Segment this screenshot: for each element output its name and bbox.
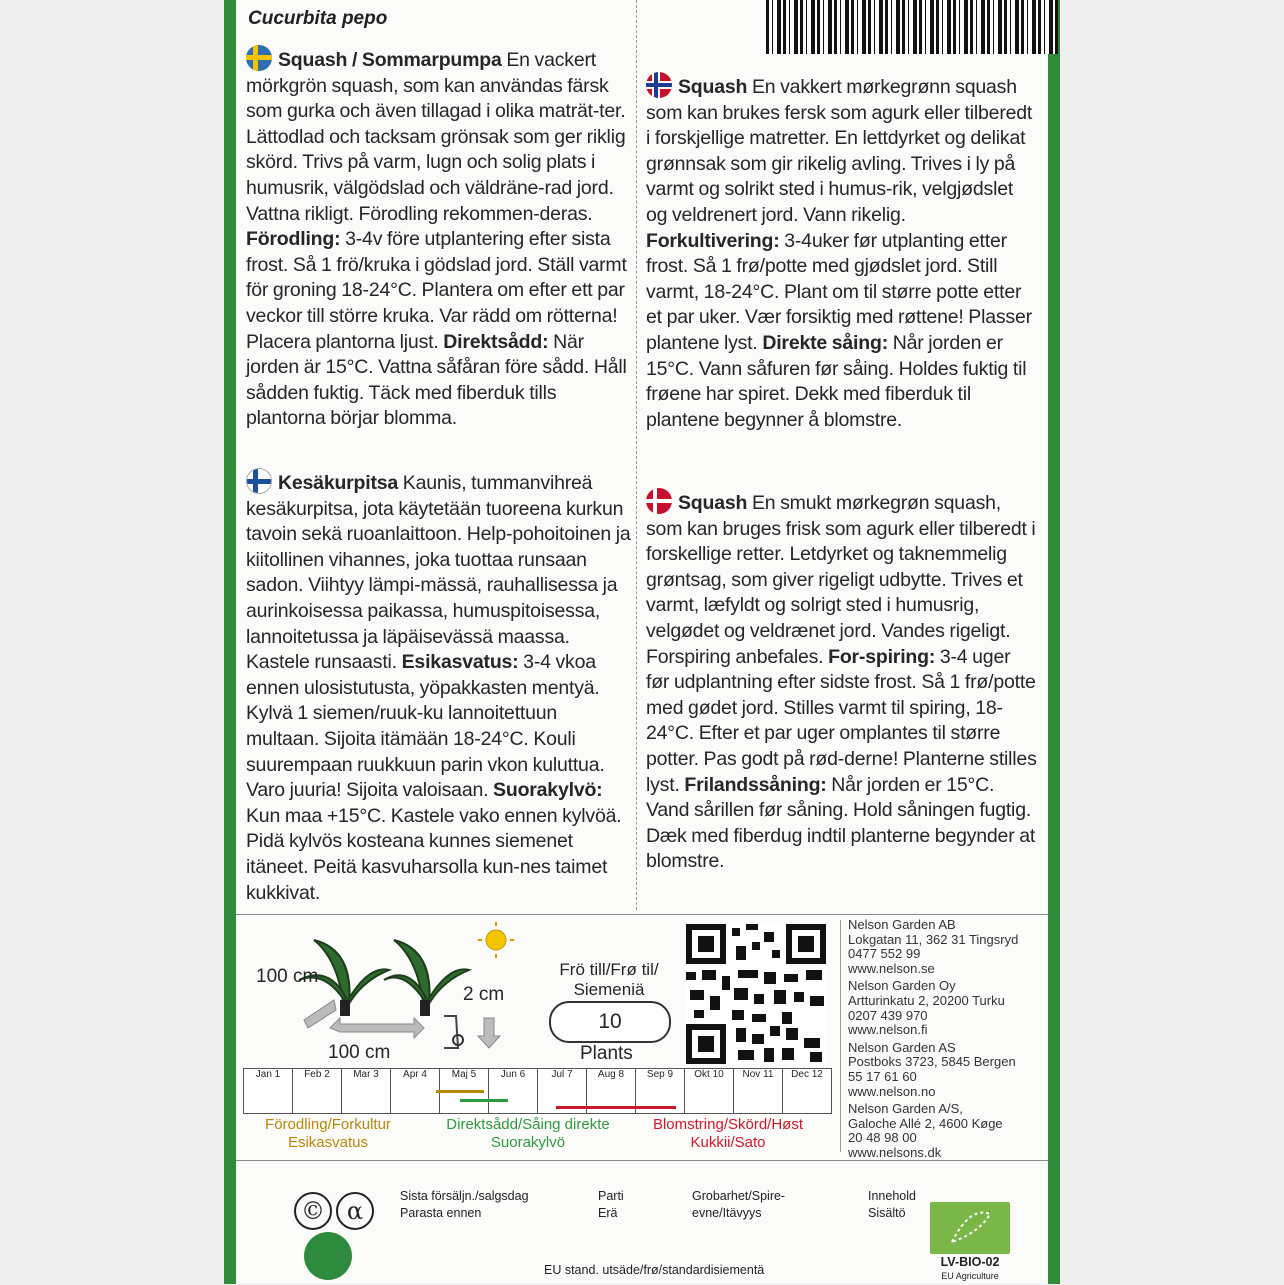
sun-icon	[486, 930, 506, 950]
footer-divider	[236, 1160, 1048, 1161]
organic-subtitle: EU Agriculture	[941, 1271, 999, 1281]
subheading: Direkte såing:	[762, 331, 888, 354]
street-address: Postboks 3723, 5845 Bergen	[848, 1054, 1016, 1070]
norway-flag-icon	[646, 72, 672, 98]
horizontal-divider	[236, 914, 1048, 915]
month-cell: Feb 2	[292, 1068, 341, 1114]
section-title: Kesäkurpitsa	[278, 472, 399, 494]
phone-number: 55 17 61 60	[848, 1068, 917, 1084]
left-green-border	[224, 0, 236, 1284]
phone-number: 0207 439 970	[848, 1007, 928, 1023]
subheading: Suorakylvö:	[493, 779, 603, 802]
month-cell: Dec 12	[782, 1068, 832, 1114]
section-danish	[646, 488, 1038, 875]
month-cell: Nov 11	[733, 1068, 782, 1114]
subheading: Frilandssåning:	[684, 773, 827, 796]
month-cell: Aug 8	[586, 1068, 635, 1114]
month-cell: Jul 7	[537, 1068, 586, 1114]
section-text: Når jorden er 15°C. Vand sårillen før såning. Hold såningen fugtig. Dæk med fiberdug indtil planterne begynder at blomstre.	[646, 773, 1036, 873]
subheading: Förodling:	[246, 228, 341, 251]
finland-flag-icon	[246, 468, 272, 494]
company-name: Nelson Garden AB	[848, 917, 956, 932]
month-cell: Okt 10	[684, 1068, 733, 1114]
section-norwegian	[646, 72, 1034, 433]
plant-icon	[299, 940, 469, 1010]
section-text: En vackert mörkgrön squash, som kan användas färsk som gurka och även tillagad i olika maträt-ter. Lättodlad och tacksam grönsak som ger riklig skörd. Trivs på varm, lugn och solig plats i humusrik, välgödslad och väldräne-rad jord. Vattna rikligt. Förodling rekommen-deras.	[246, 49, 626, 225]
section-text: En smukt mørkegrøn squash, som kan bruges frisk som agurk eller tilberedt i forskellige retter. Letdyrket og taknemmelig grøntsag, som giver rigeligt udbytte. Trives et varmt, læfyldt og solrigt sted i humusrig, velgødet og veldrænet jord. Vandes rigeligt. Forspiring anbefales.	[646, 492, 1036, 668]
month-cell: Maj 5	[439, 1068, 488, 1114]
batch-label: Parti Erä	[598, 1189, 624, 1220]
month-cell: Apr 4	[390, 1068, 439, 1114]
plant-stem-icon	[340, 1000, 350, 1016]
phone-number: 0477 552 99	[848, 946, 921, 962]
section-title: Squash	[678, 492, 748, 514]
contents-label: Innehold Sisältö	[868, 1189, 916, 1220]
website-link[interactable]: www.nelson.no	[848, 1083, 936, 1099]
address-divider	[840, 920, 841, 1152]
seeds-count-value: 10	[549, 1001, 671, 1043]
plant-spacing-label: 100 cm	[328, 1042, 391, 1063]
phone-number: 20 48 98 00	[848, 1130, 917, 1146]
website-link[interactable]: www.nelson.se	[848, 960, 935, 976]
subheading: Forkultivering:	[646, 229, 780, 252]
website-link[interactable]: www.nelson.fi	[848, 1022, 928, 1038]
subheading: For-spiring:	[828, 645, 936, 668]
right-green-border	[1048, 0, 1060, 1284]
row-spacing-label: 100 cm	[256, 966, 319, 987]
section-title: Squash	[678, 76, 748, 98]
eu-organic-leaf-icon	[930, 1202, 1010, 1254]
seeds-unit: Plants	[580, 1043, 633, 1064]
month-cell: Jan 1	[243, 1068, 292, 1114]
section-text: När jorden är 15°C. Vattna såfåran före sådd. Håll sådden fuktig. Täck med fiberduk tills plantorna börjar blomma.	[246, 330, 627, 430]
section-swedish	[246, 45, 634, 432]
section-text: 3-4 vkoa ennen ulosistutusta, yöpakkasten mentyä. Kylvä 1 siemen/ruuk-ku lannoitettuun multaan. Sijoita itämään 18-24°C. Kouli suurempaan ruukkuun parin vkon kuluttua. Varo juuria! Sijoita valoisaan.	[246, 651, 605, 802]
harvest-bar	[556, 1106, 676, 1109]
section-text: Kun maa +15°C. Kastele vako ennen kylvöä. Pidä kylvös kosteana kunnes siemenet itäneet. Peitä kasvuharsolla kun-nes taimet kukkivat.	[246, 804, 622, 904]
alpha-logo-icon: α	[336, 1192, 374, 1230]
subheading: Esikasvatus:	[401, 651, 519, 674]
denmark-flag-icon	[646, 488, 672, 514]
depth-arrow-icon	[478, 1018, 500, 1048]
section-text: 3-4uker før utplanting etter frost. Så 1 frø/potte med gjødslet jord. Still varmt, 18-24°C. Plant om til større potte etter et par uker. Vær forsiktig med røttene! Plasser plantene lyst.	[646, 229, 1032, 354]
seeds-count-label: Frö till/Frø til/ Siemeniä	[559, 960, 659, 999]
copyright-mark	[290, 1192, 374, 1230]
section-finnish	[246, 468, 634, 906]
sowing-depth-label: 2 cm	[463, 984, 505, 1005]
month-cell: Sep 9	[635, 1068, 684, 1114]
section-title: Squash / Sommarpumpa	[278, 49, 502, 71]
barcode	[766, 0, 1058, 54]
address-finland	[848, 979, 1018, 1037]
month-cell: Jun 6	[488, 1068, 537, 1114]
indoor-sowing-bar	[436, 1090, 484, 1093]
latin-name: Cucurbita pepo	[248, 8, 388, 29]
address-sweden	[848, 918, 1018, 976]
section-text: Kaunis, tummanvihreä kesäkurpitsa, jota käytetään tuoreena kurkun tavoin sekä ruoanlaittoon. Help-pohoitoinen ja kiitollinen vihannes, joka tuottaa runsaan sadon. Viihtyy lämpi-mässä, rauhallisessa ja aurinkoisessa paikassa, humuspitoisessa, lannoitetussa ja läpäisevässä maassa. Kastele runsaasti.	[246, 472, 631, 674]
direct-sowing-bar	[460, 1099, 508, 1102]
legend-direct-sowing: Direktsådd/Såing direkte Suorakylvö	[446, 1116, 610, 1151]
seed-depth-icon	[444, 1016, 458, 1048]
sweden-flag-icon	[246, 45, 272, 71]
company-name: Nelson Garden AS	[848, 1039, 956, 1055]
subheading: Direktsådd:	[443, 330, 549, 353]
street-address: Galoche Allé 2, 4600 Køge	[848, 1115, 1003, 1131]
street-address: Artturinkatu 2, 20200 Turku	[848, 992, 1005, 1008]
month-cell: Mar 3	[341, 1068, 390, 1114]
address-denmark	[848, 1102, 1018, 1160]
green-dot-recycling-icon	[304, 1232, 352, 1280]
column-divider	[636, 0, 637, 910]
company-name: Nelson Garden Oy	[848, 978, 956, 994]
germination-label: Grobarhet/Spire-evne/Itävyys	[692, 1189, 786, 1220]
section-text: En vakkert mørkegrønn squash som kan brukes fersk som agurk eller tilberedt i forskjellige matretter. En lettdyrket og delikat grønnsak som gir rikelig avling. Trives i ly på varmt og solrikt sted i humus-rik, velgjødslet og veldrenert jord. Vann rikelig.	[646, 76, 1033, 226]
street-address: Lokgatan 11, 362 31 Tingsryd	[848, 931, 1019, 947]
last-sale-date-label: Sista försäljn./salgsdag Parasta ennen	[400, 1189, 529, 1220]
company-name: Nelson Garden A/S,	[848, 1101, 963, 1117]
organic-code: LV-BIO-02	[940, 1255, 1000, 1269]
growing-calendar	[243, 1068, 832, 1114]
eu-standard-label: EU stand. utsäde/frø/standardisiementä	[544, 1263, 765, 1277]
copyright-symbol: ©	[294, 1192, 332, 1230]
section-text: 3-4 uger før udplantning efter sidste frost. Så 1 frø/potte med gødet jord. Stilles varmt til spiring, 18-24°C. Efter et par uger omplantes til større potter. Pas godt på rød-derne! Planterne stilles lyst.	[646, 645, 1037, 796]
section-text: 3-4v före utplantering efter sista frost. Så 1 frö/kruka i gödslad jord. Ställ varmt för groning 18-24°C. Plantera om efter ett par veckor till större kruka. Var rädd om rötterna! Placera plantorna ljust.	[246, 228, 627, 353]
row-spacing-arrow-icon	[304, 1000, 336, 1028]
company-addresses	[848, 918, 1018, 1164]
section-text: Når jorden er 15°C. Vann såfuren før såing. Holdes fuktig til frøene har spiret. Dekk med fiberduk til plantene begynner å blomstre.	[646, 331, 1027, 431]
address-norway	[848, 1041, 1018, 1099]
legend-harvest: Blomstring/Skörd/Høst Kukkii/Sato	[652, 1116, 804, 1151]
website-link[interactable]: www.nelsons.dk	[848, 1144, 942, 1160]
plant-stem-icon	[420, 1000, 430, 1016]
plant-spacing-arrow-icon	[330, 1018, 424, 1038]
qr-code-icon	[686, 924, 826, 1064]
legend-indoor-sowing: Förodling/Forkultur Esikasvatus	[265, 1116, 391, 1151]
